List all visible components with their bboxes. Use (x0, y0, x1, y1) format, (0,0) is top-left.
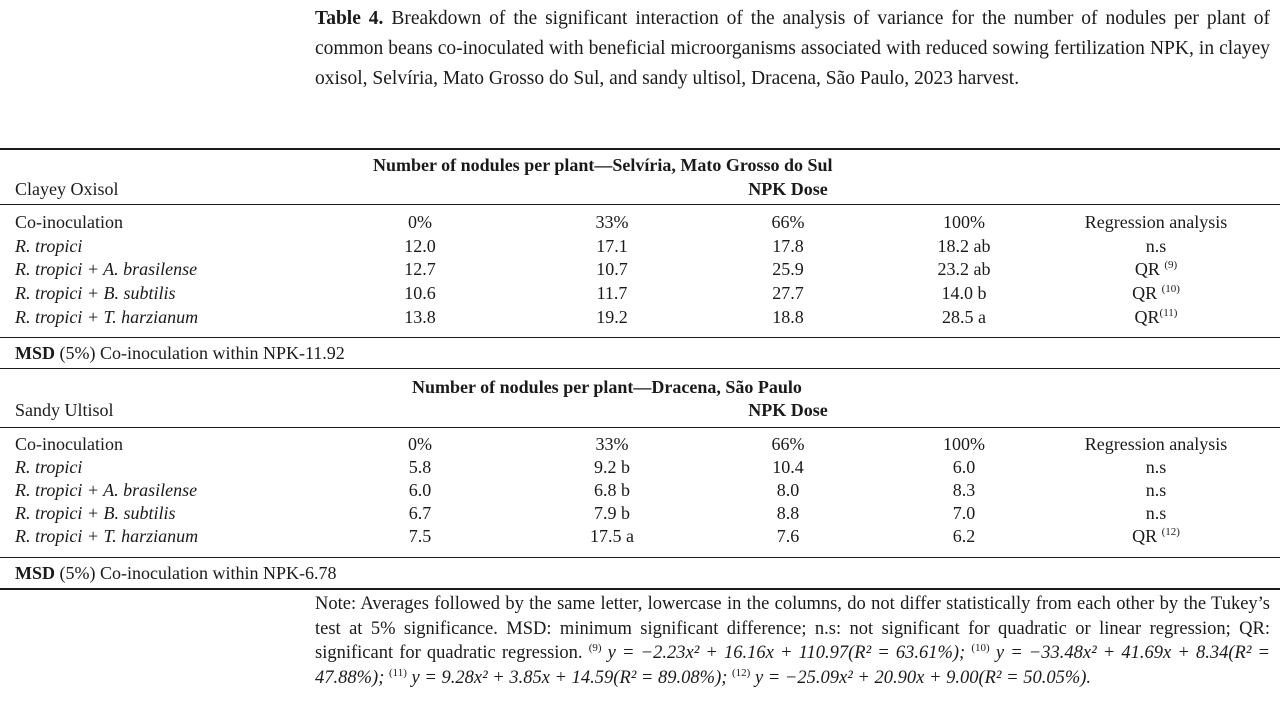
msd-text: (5%) Co-inoculation within NPK-6.78 (59, 563, 337, 583)
row-label: R. tropici + T. harzianum (15, 307, 199, 327)
col-header-0: 0% (408, 434, 432, 454)
table-caption (315, 4, 1270, 94)
col-header-regression: Regression analysis (1084, 434, 1228, 454)
cell-33: 9.2 b (594, 457, 630, 477)
cell-regression: n.s (1145, 236, 1167, 256)
col-header-66: 66% (771, 212, 805, 232)
cell-66: 8.0 (776, 480, 800, 500)
note-text: Note: Averages followed by the same letter, lowercase in the columns, do not differ statistically from each other by the Tukey’s test at 5% significance. MSD: minimum significant difference; n.s: not significant for quadratic or linear regression; QR: significant for quadratic regression. (315, 594, 1270, 663)
npk-dose-header: NPK Dose (748, 179, 828, 199)
cell-66: 25.9 (772, 259, 804, 279)
cell-66: 17.8 (772, 236, 804, 256)
bottom-rule (0, 588, 1280, 590)
cell-100: 28.5 a (942, 307, 986, 327)
msd-line (15, 562, 336, 584)
cell-66: 18.8 (772, 307, 804, 327)
cell-100: 14.0 b (941, 283, 987, 303)
section-title: Number of nodules per plant—Dracena, São Paulo (412, 377, 802, 397)
row-label: R. tropici (15, 457, 83, 477)
cell-100: 18.2 ab (937, 236, 991, 256)
col-header-regression: Regression analysis (1084, 212, 1228, 232)
cell-0: 7.5 (408, 526, 432, 546)
cell-100: 23.2 ab (937, 259, 991, 279)
cell-regression: QR $^{(10)}$ (1132, 283, 1180, 303)
row-label: R. tropici + T. harzianum (15, 526, 199, 546)
cell-regression: n.s (1145, 503, 1167, 523)
cell-33: 6.8 b (594, 480, 630, 500)
col-header-0: 0% (408, 212, 432, 232)
msd-text: (5%) Co-inoculation within NPK-11.92 (59, 343, 345, 363)
npk-dose-header: NPK Dose (748, 400, 828, 420)
col-header-33: 33% (595, 212, 629, 232)
cell-regression: QR $^{(12)}$ (1132, 526, 1180, 546)
cell-0: 13.8 (404, 307, 436, 327)
cell-100: 6.0 (952, 457, 976, 477)
cell-66: 7.6 (776, 526, 800, 546)
msd-label: MSD (15, 343, 55, 363)
equation-12: $^{(12)}$ y = −25.09x² + 20.90x + 9.00(R² = 50.05%). (732, 666, 1092, 688)
cell-33: 19.2 (596, 307, 628, 327)
cell-33: 10.7 (596, 259, 628, 279)
col-header-66: 66% (771, 434, 805, 454)
soil-label: Sandy Ultisol (15, 400, 114, 420)
soil-label: Clayey Oxisol (15, 179, 119, 199)
row-label: R. tropici + A. brasilense (15, 480, 198, 500)
msd-rule-1 (0, 337, 1280, 338)
cell-33: 17.1 (596, 236, 628, 256)
msd-line (15, 342, 345, 364)
col-header-coinoculation: Co-inoculation (15, 434, 123, 454)
cell-0: 10.6 (404, 283, 436, 303)
cell-66: 27.7 (772, 283, 804, 303)
caption-text: Breakdown of the significant interaction of the analysis of variance for the number of nodules per plant of common beans co-inoculated with beneficial microorganisms associated with reduced sowing fertilization NPK, in clayey oxisol, Selvíria, Mato Grosso do Sul, and sandy ultisol, Dracena, São Paulo, 2023 harvest. (315, 8, 1270, 89)
col-header-33: 33% (595, 434, 629, 454)
equation-11: $^{(11)}$ y = 9.28x² + 3.85x + 14.59(R² = 89.08%); (388, 666, 728, 688)
cell-100: 7.0 (952, 503, 976, 523)
table-label: Table 4. (315, 8, 384, 29)
col-header-100: 100% (943, 434, 985, 454)
row-label: R. tropici (15, 236, 83, 256)
row-label: R. tropici + A. brasilense (15, 259, 198, 279)
cell-regression: QR $^{(9)}$ (1134, 259, 1178, 279)
section-rule (0, 368, 1280, 369)
msd-label: MSD (15, 563, 55, 583)
cell-regression: n.s (1145, 480, 1167, 500)
section-title: Number of nodules per plant—Selvíria, Mato Grosso do Sul (373, 155, 833, 175)
cell-33: 7.9 b (594, 503, 630, 523)
header-rule-1 (0, 204, 1280, 205)
cell-66: 10.4 (772, 457, 804, 477)
equation-10: $^{(10)}$ y = −33.48x² + 41.69x + 8.34(R² = 47.88%); (315, 642, 1271, 688)
row-label: R. tropici + B. subtilis (15, 503, 176, 523)
msd-rule-2 (0, 557, 1280, 558)
equation-9: $^{(9)}$ y = −2.23x² + 16.16x + 110.97(R² = 63.61%); (588, 642, 966, 663)
top-rule (0, 148, 1280, 150)
cell-100: 8.3 (952, 480, 976, 500)
header-rule-2 (0, 427, 1280, 428)
table-note (315, 592, 1270, 690)
cell-66: 8.8 (776, 503, 800, 523)
col-header-coinoculation: Co-inoculation (15, 212, 123, 232)
cell-0: 5.8 (408, 457, 432, 477)
cell-0: 12.7 (404, 259, 436, 279)
cell-0: 6.0 (408, 480, 432, 500)
cell-33: 17.5 a (590, 526, 634, 546)
row-label: R. tropici + B. subtilis (15, 283, 176, 303)
col-header-100: 100% (943, 212, 985, 232)
cell-regression: n.s (1145, 457, 1167, 477)
cell-33: 11.7 (596, 283, 628, 303)
cell-100: 6.2 (952, 526, 976, 546)
cell-regression: QR$^{(11)}$ (1134, 307, 1178, 327)
cell-0: 6.7 (408, 503, 432, 523)
cell-0: 12.0 (404, 236, 436, 256)
